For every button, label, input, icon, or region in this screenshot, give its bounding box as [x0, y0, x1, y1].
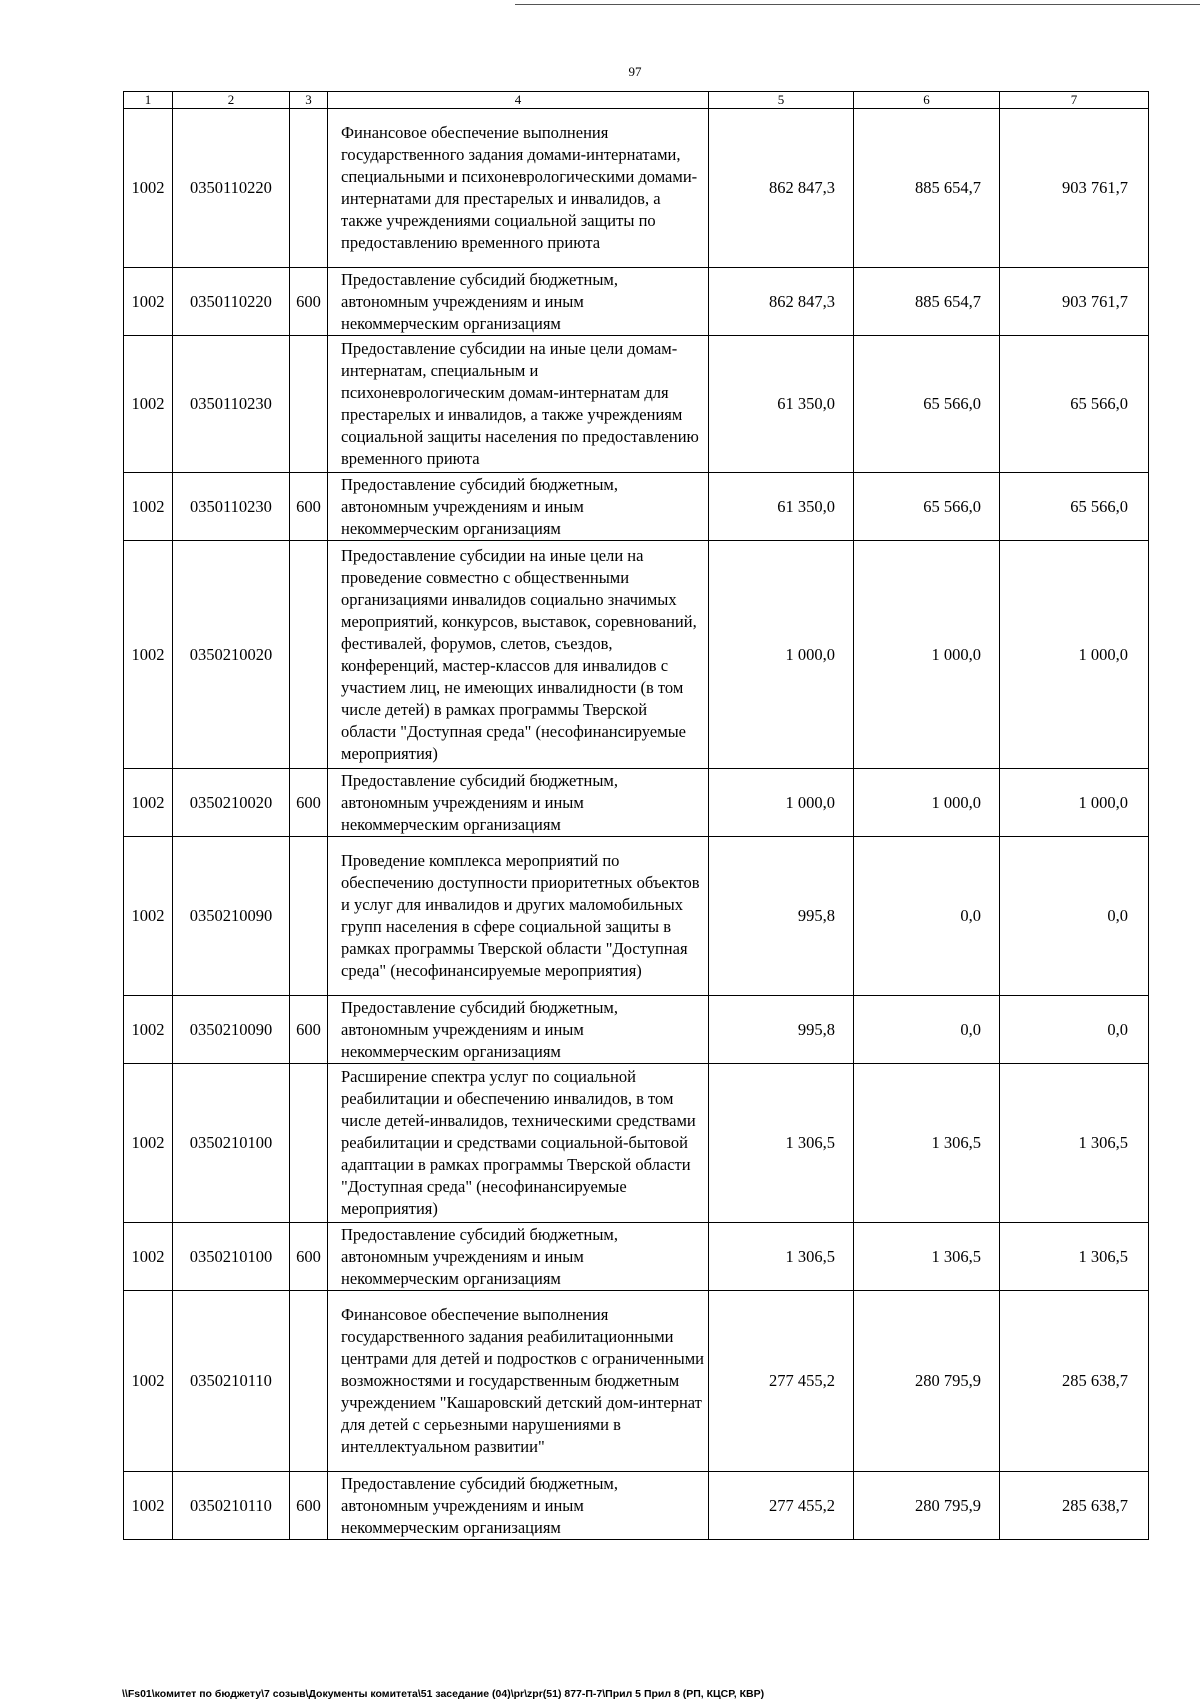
amount-col7-cell: 0,0	[1000, 996, 1149, 1064]
section-cell: 1002	[124, 541, 173, 769]
amount-col7-cell: 65 566,0	[1000, 473, 1149, 541]
code-cell: 0350110220	[173, 109, 290, 268]
footer-file-path: \\Fs01\комитет по бюджету\7 созыв\Документы комитета\51 заседание (04)\pr\zpr(51) 877-П-7\Прил 5 Прил 8 (РП, КЦСР, КВР)	[122, 1688, 765, 1700]
amount-col6-cell: 1 306,5	[854, 1223, 1000, 1291]
name-cell: Предоставление субсидий бюджетным, автономным учреждениям и иным некоммерческим организациям	[328, 996, 709, 1064]
section-cell: 1002	[124, 996, 173, 1064]
amount-col5-cell: 1 000,0	[709, 541, 854, 769]
amount-col6-cell: 0,0	[854, 837, 1000, 996]
table-header-row	[124, 92, 1149, 109]
header-cell: 6	[854, 92, 1000, 109]
table-row	[124, 268, 1149, 336]
amount-col6-cell: 885 654,7	[854, 109, 1000, 268]
amount-col5-cell: 277 455,2	[709, 1291, 854, 1472]
name-cell: Предоставление субсидий бюджетным, автономным учреждениям и иным некоммерческим организациям	[328, 268, 709, 336]
expense-type-cell: 600	[290, 1223, 328, 1291]
amount-col7-cell: 285 638,7	[1000, 1291, 1149, 1472]
amount-col5-cell: 277 455,2	[709, 1472, 854, 1540]
name-cell: Расширение спектра услуг по социальной реабилитации и обеспечению инвалидов, в том числе детей-инвалидов, техническими средствами реабилитации и средствами социальной-бытовой адаптации в рамках программы Тверской области "Доступная среда" (несофинансируемые мероприятия)	[328, 1064, 709, 1223]
table-body	[124, 92, 1149, 1540]
amount-col5-cell: 1 306,5	[709, 1223, 854, 1291]
section-cell: 1002	[124, 109, 173, 268]
name-cell: Финансовое обеспечение выполнения государственного задания реабилитационными центрами для детей и подростков с ограниченными возможностями и государственным бюджетным учреждением "Кашаровский детский дом-интернат для детей с серьезными нарушениями в интеллектуальном развитии"	[328, 1291, 709, 1472]
code-cell: 0350210110	[173, 1472, 290, 1540]
section-cell: 1002	[124, 1064, 173, 1223]
expense-type-cell	[290, 541, 328, 769]
expense-type-cell: 600	[290, 1472, 328, 1540]
amount-col6-cell: 1 000,0	[854, 769, 1000, 837]
footer-wrap	[122, 1688, 922, 1702]
amount-col6-cell: 280 795,9	[854, 1291, 1000, 1472]
name-cell: Финансовое обеспечение выполнения государственного задания домами-интернатами, специальными и психоневрологическими домами-интернатами для престарелых и инвалидов, а также учреждениями социальной защиты по предоставлению временного приюта	[328, 109, 709, 268]
expense-type-cell	[290, 1291, 328, 1472]
name-cell: Проведение комплекса мероприятий по обеспечению доступности приоритетных объектов и услуг для инвалидов и других маломобильных групп населения в сфере социальной защиты в рамках программы Тверской области "Доступная среда" (несофинансируемые мероприятия)	[328, 837, 709, 996]
table-row	[124, 336, 1149, 473]
amount-col6-cell: 280 795,9	[854, 1472, 1000, 1540]
amount-col7-cell: 903 761,7	[1000, 109, 1149, 268]
table-row	[124, 1064, 1149, 1223]
table-row	[124, 1223, 1149, 1291]
section-cell: 1002	[124, 769, 173, 837]
table-row	[124, 1472, 1149, 1540]
code-cell: 0350210100	[173, 1223, 290, 1291]
code-cell: 0350210090	[173, 996, 290, 1064]
section-cell: 1002	[124, 837, 173, 996]
amount-col7-cell: 1 000,0	[1000, 769, 1149, 837]
header-cell: 1	[124, 92, 173, 109]
table-row	[124, 769, 1149, 837]
amount-col7-cell: 1 000,0	[1000, 541, 1149, 769]
name-cell: Предоставление субсидий бюджетным, автономным учреждениям и иным некоммерческим организациям	[328, 473, 709, 541]
amount-col6-cell: 0,0	[854, 996, 1000, 1064]
table-row	[124, 541, 1149, 769]
expense-type-cell: 600	[290, 268, 328, 336]
table-row	[124, 996, 1149, 1064]
table-row	[124, 1291, 1149, 1472]
expense-type-cell	[290, 1064, 328, 1223]
amount-col6-cell: 885 654,7	[854, 268, 1000, 336]
code-cell: 0350210100	[173, 1064, 290, 1223]
header-cell: 3	[290, 92, 328, 109]
expense-type-cell	[290, 837, 328, 996]
code-cell: 0350110230	[173, 336, 290, 473]
expense-type-cell: 600	[290, 769, 328, 837]
code-cell: 0350210020	[173, 541, 290, 769]
code-cell: 0350210020	[173, 769, 290, 837]
table-row	[124, 837, 1149, 996]
amount-col5-cell: 1 000,0	[709, 769, 854, 837]
page-number: 97	[628, 64, 642, 79]
amount-col7-cell: 1 306,5	[1000, 1064, 1149, 1223]
header-cell: 4	[328, 92, 709, 109]
code-cell: 0350210090	[173, 837, 290, 996]
amount-col5-cell: 61 350,0	[709, 336, 854, 473]
amount-col6-cell: 65 566,0	[854, 473, 1000, 541]
code-cell: 0350210110	[173, 1291, 290, 1472]
header-cell: 7	[1000, 92, 1149, 109]
amount-col5-cell: 995,8	[709, 837, 854, 996]
top-rule	[515, 4, 1200, 5]
name-cell: Предоставление субсидии на иные цели домам-интернатам, специальным и психоневрологическим домам-интернатам для престарелых и инвалидов, а также учреждениям социальной защиты населения по предоставлению временного приюта	[328, 336, 709, 473]
header-cell: 5	[709, 92, 854, 109]
amount-col6-cell: 65 566,0	[854, 336, 1000, 473]
amount-col7-cell: 1 306,5	[1000, 1223, 1149, 1291]
section-cell: 1002	[124, 268, 173, 336]
amount-col5-cell: 995,8	[709, 996, 854, 1064]
header-cell: 2	[173, 92, 290, 109]
amount-col5-cell: 862 847,3	[709, 268, 854, 336]
amount-col6-cell: 1 000,0	[854, 541, 1000, 769]
section-cell: 1002	[124, 336, 173, 473]
code-cell: 0350110230	[173, 473, 290, 541]
amount-col7-cell: 0,0	[1000, 837, 1149, 996]
name-cell: Предоставление субсидий бюджетным, автономным учреждениям и иным некоммерческим организациям	[328, 1472, 709, 1540]
section-cell: 1002	[124, 1291, 173, 1472]
section-cell: 1002	[124, 1223, 173, 1291]
expense-type-cell	[290, 336, 328, 473]
budget-table	[123, 91, 1149, 1540]
amount-col5-cell: 1 306,5	[709, 1064, 854, 1223]
amount-col5-cell: 61 350,0	[709, 473, 854, 541]
amount-col7-cell: 285 638,7	[1000, 1472, 1149, 1540]
amount-col6-cell: 1 306,5	[854, 1064, 1000, 1223]
amount-col7-cell: 903 761,7	[1000, 268, 1149, 336]
code-cell: 0350110220	[173, 268, 290, 336]
table-row	[124, 473, 1149, 541]
amount-col5-cell: 862 847,3	[709, 109, 854, 268]
name-cell: Предоставление субсидии на иные цели на проведение совместно с общественными организациями инвалидов социально значимых мероприятий, конкурсов, выставок, соревнований, фестивалей, форумов, слетов, съездов, конференций, мастер-классов для инвалидов с участием лиц, не имеющих инвалидности (в том числе детей) в рамках программы Тверской области "Доступная среда" (несофинансируемые мероприятия)	[328, 541, 709, 769]
section-cell: 1002	[124, 1472, 173, 1540]
expense-type-cell	[290, 109, 328, 268]
section-cell: 1002	[124, 473, 173, 541]
expense-type-cell: 600	[290, 996, 328, 1064]
table-row	[124, 109, 1149, 268]
amount-col7-cell: 65 566,0	[1000, 336, 1149, 473]
name-cell: Предоставление субсидий бюджетным, автономным учреждениям и иным некоммерческим организациям	[328, 1223, 709, 1291]
name-cell: Предоставление субсидий бюджетным, автономным учреждениям и иным некоммерческим организациям	[328, 769, 709, 837]
expense-type-cell: 600	[290, 473, 328, 541]
